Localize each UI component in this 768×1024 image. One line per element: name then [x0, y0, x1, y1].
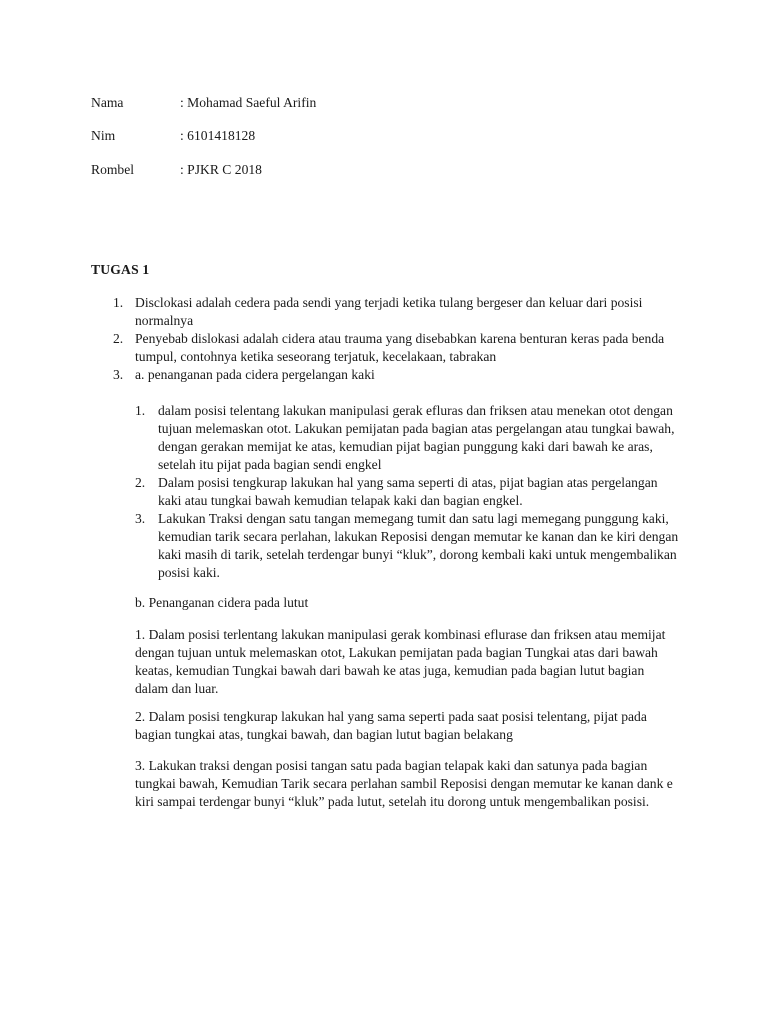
list-item-text: Dalam posisi tengkurap lakukan hal yang sama seperti di atas, pijat bagian atas pergelangan kaki atau tungkai bawah kemudian telapak kaki dan bagian engkel.	[158, 475, 658, 508]
list-item	[91, 330, 691, 366]
list-item-text: Disclokasi adalah cedera pada sendi yang terjadi ketika tulang bergeser dan keluar dari posisi normalnya	[135, 295, 643, 328]
knee-heading: b. Penanganan cidera pada lutut	[135, 595, 309, 610]
list-item-text: Lakukan Traksi dengan satu tangan memegang tumit dan satu lagi memegang punggung kaki, kemudian tarik secara perlahan, lakukan Reposisi dengan memutar ke kanan dan ke kiri dengan kaki masih di tarik, setelah terdengar bunyi “kluk”, dorong kembali kaki untuk mengembalikan posisi kaki.	[158, 511, 679, 580]
knee-paragraph: 1. Dalam posisi terlentang lakukan manipulasi gerak kombinasi eflurase dan friksen atau memijat dengan tujuan untuk melemaskan otot, Lakukan pemijatan pada bagian Tungkai atas dari bawah keatas, kemudian Tungkai bawah dari bawah ke atas juga, kemudian pada bagian lutut bagian dalam dan luar.	[135, 627, 666, 696]
assignment-title: TUGAS 1	[91, 262, 150, 277]
main-list	[91, 294, 691, 384]
list-item-text: a. penanganan pada cidera pergelangan kaki	[135, 367, 375, 382]
list-item-number: 2.	[135, 475, 146, 490]
list-item	[135, 402, 683, 474]
list-item-number: 3.	[113, 367, 124, 382]
list-item-text: dalam posisi telentang lakukan manipulasi gerak efluras dan friksen atau menekan otot dengan tujuan melemaskan otot. Lakukan pemijatan pada bagian atas pergelangan atau tungkai bawah, dengan gerakan memijat ke atas, kemudian pijat bagian punggung kaki dari bawah ke aras, setelah itu pijat pada bagian sendi engkel	[158, 403, 675, 472]
list-item-number: 1.	[135, 403, 146, 418]
nim-label: Nim	[91, 128, 116, 143]
list-item-text: Penyebab dislokasi adalah cidera atau trauma yang disebabkan karena benturan keras pada benda tumpul, contohnya ketika seseorang terjatuk, kecelakaan, tabrakan	[135, 331, 665, 364]
nim-value: : 6101418128	[180, 128, 256, 143]
list-item	[91, 294, 691, 330]
list-item-number: 1.	[113, 295, 124, 310]
name-value: : Mohamad Saeful Arifin	[180, 95, 317, 110]
list-item-number: 3.	[135, 511, 146, 526]
knee-paragraph: 3. Lakukan traksi dengan posisi tangan satu pada bagian telapak kaki dan satunya pada bagian tungkai bawah, Kemudian Tarik secara perlahan sambil Reposisi dengan memutar ke kanan dank e kiri sampai terdengar bunyi “kluk” pada lutut, setelah itu dorong untuk mengembalikan posisi.	[135, 758, 673, 809]
list-item	[135, 474, 683, 510]
list-item-number: 2.	[113, 331, 124, 346]
list-item	[135, 510, 683, 582]
rombel-label: Rombel	[91, 162, 135, 177]
knee-paragraph: 2. Dalam posisi tengkurap lakukan hal yang sama seperti pada saat posisi telentang, pijat pada bagian tungkai atas, tungkai bawah, dan bagian lutut bagian belakang	[135, 709, 647, 742]
ankle-treatment-list	[135, 402, 683, 582]
list-item	[91, 366, 691, 384]
name-label: Nama	[91, 95, 124, 110]
rombel-value: : PJKR C 2018	[180, 162, 262, 177]
